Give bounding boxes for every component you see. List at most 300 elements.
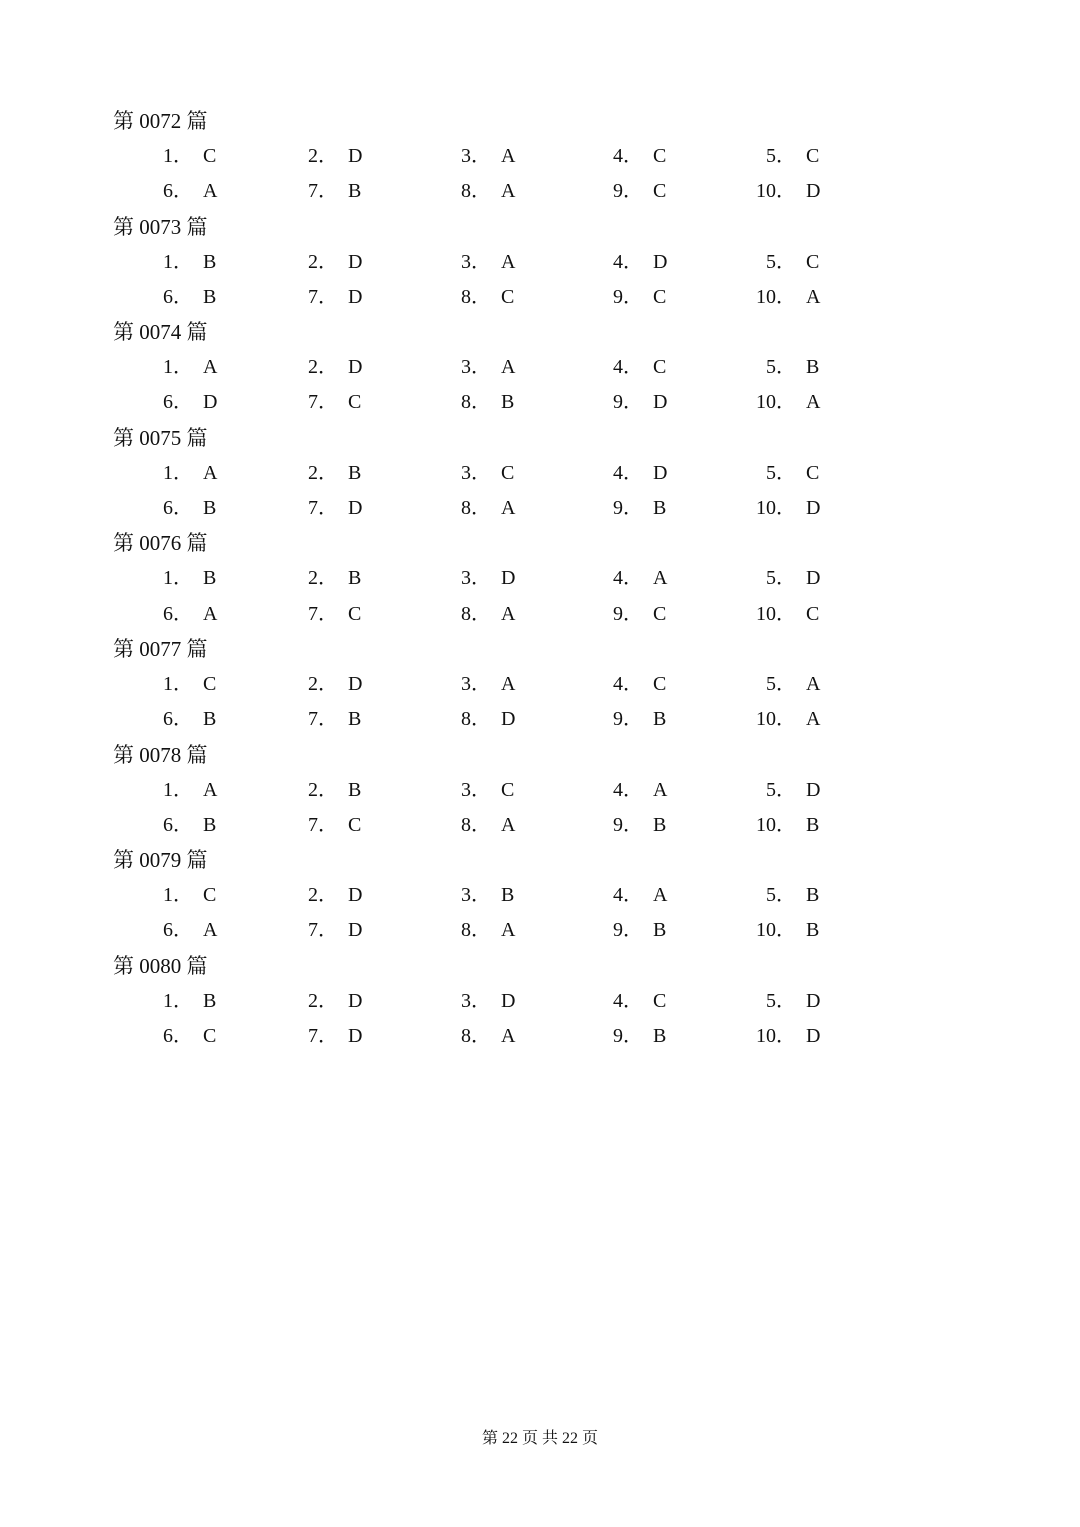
answer-item xyxy=(133,597,217,632)
answer-item xyxy=(133,385,217,420)
answer-item xyxy=(133,456,217,491)
answer-item xyxy=(133,139,216,174)
answer-item xyxy=(431,139,515,174)
answer-item xyxy=(736,984,820,1019)
question-number: 9． xyxy=(613,180,643,203)
answer-item xyxy=(583,245,667,280)
answer-item xyxy=(278,174,361,209)
answer-letter: D xyxy=(348,497,363,520)
question-number: 3． xyxy=(461,989,491,1012)
answer-letter: B xyxy=(348,708,362,731)
answer-letter: B xyxy=(653,708,667,731)
answer-letter: C xyxy=(348,602,362,625)
answer-item xyxy=(278,350,362,385)
answer-item xyxy=(583,456,667,491)
answer-letter: D xyxy=(501,989,516,1012)
question-number: 5． xyxy=(766,567,796,590)
answer-row xyxy=(0,667,1080,702)
section-heading: 第 0076 篇 xyxy=(113,531,208,556)
answer-letter: B xyxy=(806,356,820,379)
answer-section xyxy=(0,315,1080,421)
answer-item xyxy=(583,491,666,526)
answer-letter: A xyxy=(806,285,821,308)
answer-letter: B xyxy=(203,285,217,308)
question-number: 8． xyxy=(461,1025,491,1048)
answer-letter: A xyxy=(501,919,516,942)
answer-item xyxy=(583,878,667,913)
answer-item xyxy=(133,808,216,843)
question-number: 10． xyxy=(756,708,796,731)
answer-item xyxy=(278,385,361,420)
answer-section xyxy=(0,949,1080,1055)
answer-row xyxy=(0,385,1080,420)
answer-item xyxy=(431,174,515,209)
question-number: 6． xyxy=(163,391,193,414)
answer-letter: B xyxy=(653,497,667,520)
question-number: 3． xyxy=(461,672,491,695)
question-number: 10． xyxy=(756,813,796,836)
answer-letter: C xyxy=(203,884,217,907)
answer-item xyxy=(736,1019,820,1054)
question-number: 8． xyxy=(461,180,491,203)
question-number: 10． xyxy=(756,180,796,203)
answer-item xyxy=(583,808,666,843)
answer-letter: B xyxy=(501,884,515,907)
question-number: 4． xyxy=(613,145,643,167)
question-number: 1． xyxy=(163,778,193,801)
answer-letter: D xyxy=(806,778,821,801)
answer-letter: D xyxy=(348,919,363,942)
answer-section xyxy=(0,843,1080,949)
answer-section xyxy=(0,526,1080,632)
answer-item xyxy=(278,667,362,702)
question-number: 9． xyxy=(613,391,643,414)
answer-item xyxy=(736,385,820,420)
answer-item xyxy=(431,808,515,843)
answer-letter: A xyxy=(501,497,516,520)
answer-letter: A xyxy=(203,180,218,203)
page-footer: 第 22 页 共 22 页 xyxy=(481,1430,598,1447)
answer-item xyxy=(431,280,514,315)
answer-letter: B xyxy=(348,567,362,590)
answer-row xyxy=(0,245,1080,280)
question-number: 7． xyxy=(308,813,338,836)
section-heading: 第 0078 篇 xyxy=(113,742,208,767)
answer-letter: C xyxy=(203,672,217,695)
answer-item xyxy=(736,456,819,491)
answer-item xyxy=(133,280,216,315)
question-number: 6． xyxy=(163,708,193,731)
answer-section xyxy=(0,738,1080,844)
answer-item xyxy=(278,245,362,280)
question-number: 1． xyxy=(163,567,193,590)
question-number: 8． xyxy=(461,391,491,414)
answer-item xyxy=(278,1019,362,1054)
answer-letter: D xyxy=(653,391,668,414)
answer-item xyxy=(431,913,515,948)
answer-item xyxy=(133,561,216,596)
answer-letter: C xyxy=(653,672,667,695)
question-number: 4． xyxy=(613,884,643,907)
question-number: 1． xyxy=(163,672,193,695)
answer-letter: C xyxy=(203,1025,217,1048)
question-number: 10． xyxy=(756,497,796,520)
answer-letter: A xyxy=(203,919,218,942)
answer-letter: D xyxy=(203,391,218,414)
question-number: 9． xyxy=(613,813,643,836)
answer-letter: A xyxy=(806,391,821,414)
answer-letter: B xyxy=(203,813,217,836)
question-number: 4． xyxy=(613,672,643,695)
question-number: 8． xyxy=(461,919,491,942)
question-number: 2． xyxy=(308,778,338,801)
answer-letter: D xyxy=(348,145,363,167)
answer-item xyxy=(278,456,361,491)
answer-item xyxy=(736,491,820,526)
answer-letter: B xyxy=(203,989,217,1012)
answer-item xyxy=(133,702,216,737)
answer-item xyxy=(278,491,362,526)
question-number: 1． xyxy=(163,145,193,167)
answer-item xyxy=(133,667,216,702)
question-number: 10． xyxy=(756,1025,796,1048)
question-number: 4． xyxy=(613,461,643,484)
answer-letter: C xyxy=(348,391,362,414)
question-number: 6． xyxy=(163,180,193,203)
answer-row xyxy=(0,913,1080,948)
question-number: 2． xyxy=(308,356,338,379)
answer-letter: D xyxy=(501,567,516,590)
question-number: 2． xyxy=(308,461,338,484)
question-number: 8． xyxy=(461,497,491,520)
answer-item xyxy=(278,702,361,737)
section-heading: 第 0077 篇 xyxy=(113,636,208,661)
question-number: 9． xyxy=(613,285,643,308)
answer-letter: B xyxy=(806,884,820,907)
question-number: 3． xyxy=(461,250,491,273)
question-number: 5． xyxy=(766,989,796,1012)
answer-letter: C xyxy=(348,813,362,836)
answer-row xyxy=(0,456,1080,491)
answer-letter: C xyxy=(806,250,820,273)
answer-item xyxy=(736,350,819,385)
question-number: 6． xyxy=(163,285,193,308)
question-number: 3． xyxy=(461,567,491,590)
question-number: 5． xyxy=(766,145,796,167)
section-heading: 第 0073 篇 xyxy=(113,214,208,239)
answer-item xyxy=(736,667,820,702)
question-number: 3． xyxy=(461,356,491,379)
question-number: 8． xyxy=(461,602,491,625)
answer-row xyxy=(0,350,1080,385)
answer-item xyxy=(736,245,819,280)
answer-item xyxy=(133,174,217,209)
answer-letter: B xyxy=(203,708,217,731)
answer-letter: B xyxy=(653,813,667,836)
question-number: 6． xyxy=(163,1025,193,1048)
question-number: 7． xyxy=(308,1025,338,1048)
answer-item xyxy=(431,597,515,632)
answer-row xyxy=(0,702,1080,737)
answer-item xyxy=(736,280,820,315)
answer-item xyxy=(736,139,819,174)
question-number: 6． xyxy=(163,919,193,942)
question-number: 7． xyxy=(308,708,338,731)
question-number: 2． xyxy=(308,567,338,590)
question-number: 7． xyxy=(308,180,338,203)
answer-letter: A xyxy=(501,672,516,695)
answer-letter: A xyxy=(501,250,516,273)
answer-letter: C xyxy=(653,989,667,1012)
answer-item xyxy=(583,984,666,1019)
answer-letter: D xyxy=(806,989,821,1012)
answer-letter: A xyxy=(653,884,668,907)
answer-section xyxy=(0,210,1080,316)
section-heading: 第 0072 篇 xyxy=(113,109,208,133)
question-number: 10． xyxy=(756,602,796,625)
answer-item xyxy=(583,174,666,209)
question-number: 2． xyxy=(308,250,338,273)
answer-item xyxy=(133,1019,216,1054)
answer-letter: A xyxy=(501,813,516,836)
answer-row xyxy=(0,174,1080,209)
answer-letter: A xyxy=(501,356,516,379)
answer-letter: A xyxy=(806,708,821,731)
question-number: 9． xyxy=(613,497,643,520)
answer-letter: D xyxy=(806,1025,821,1048)
answer-letter: C xyxy=(203,145,217,167)
answer-row xyxy=(0,808,1080,843)
question-number: 5． xyxy=(766,778,796,801)
answer-letter: A xyxy=(203,461,218,484)
question-number: 6． xyxy=(163,497,193,520)
answer-letter: D xyxy=(348,672,363,695)
answer-row xyxy=(0,561,1080,596)
answer-item xyxy=(583,702,666,737)
answer-letter: B xyxy=(653,919,667,942)
answer-letter: B xyxy=(203,567,217,590)
question-number: 9． xyxy=(613,708,643,731)
question-number: 3． xyxy=(461,778,491,801)
answer-row xyxy=(0,878,1080,913)
answer-item xyxy=(736,561,820,596)
answer-item xyxy=(133,913,217,948)
answer-item xyxy=(736,878,819,913)
answer-item xyxy=(133,878,216,913)
answer-letter: D xyxy=(653,250,668,273)
answer-letter: B xyxy=(348,461,362,484)
answer-letter: A xyxy=(203,778,218,801)
answer-item xyxy=(583,350,666,385)
answer-row xyxy=(0,491,1080,526)
answer-item xyxy=(278,561,361,596)
answer-letter: C xyxy=(653,602,667,625)
answer-item xyxy=(278,913,362,948)
question-number: 5． xyxy=(766,250,796,273)
answer-letter: C xyxy=(806,602,820,625)
answer-item xyxy=(431,385,514,420)
question-number: 5． xyxy=(766,884,796,907)
question-number: 3． xyxy=(461,461,491,484)
answer-letter: A xyxy=(501,180,516,203)
answer-item xyxy=(431,773,514,808)
question-number: 2． xyxy=(308,145,338,167)
answer-letter: D xyxy=(348,285,363,308)
answer-letter: A xyxy=(203,602,218,625)
answer-letter: C xyxy=(501,461,515,484)
question-number: 9． xyxy=(613,602,643,625)
answer-item xyxy=(736,808,819,843)
answer-item xyxy=(583,597,666,632)
question-number: 3． xyxy=(461,145,491,167)
answer-letter: B xyxy=(501,391,515,414)
answer-letter: B xyxy=(806,919,820,942)
answer-letter: A xyxy=(203,356,218,379)
question-number: 4． xyxy=(613,567,643,590)
question-number: 7． xyxy=(308,497,338,520)
answer-item xyxy=(133,245,216,280)
question-number: 5． xyxy=(766,672,796,695)
answer-section xyxy=(0,421,1080,527)
answer-letter: B xyxy=(203,497,217,520)
question-number: 1． xyxy=(163,989,193,1012)
answer-letter: B xyxy=(203,250,217,273)
answer-item xyxy=(583,139,666,174)
question-number: 4． xyxy=(613,778,643,801)
answer-item xyxy=(431,667,515,702)
answer-item xyxy=(583,773,667,808)
answer-letter: C xyxy=(501,285,515,308)
question-number: 6． xyxy=(163,602,193,625)
section-heading: 第 0079 篇 xyxy=(113,848,208,873)
question-number: 1． xyxy=(163,250,193,273)
answer-item xyxy=(278,139,362,174)
answer-item xyxy=(278,280,362,315)
answer-item xyxy=(431,456,514,491)
answer-letter: D xyxy=(348,356,363,379)
question-number: 2． xyxy=(308,989,338,1012)
answer-row xyxy=(0,984,1080,1019)
answer-letter: A xyxy=(653,567,668,590)
answer-letter: D xyxy=(501,708,516,731)
question-number: 4． xyxy=(613,356,643,379)
answer-letter: C xyxy=(806,145,820,167)
question-number: 4． xyxy=(613,989,643,1012)
answer-letter: A xyxy=(501,602,516,625)
answer-letter: D xyxy=(348,250,363,273)
question-number: 5． xyxy=(766,356,796,379)
question-number: 9． xyxy=(613,919,643,942)
question-number: 2． xyxy=(308,884,338,907)
answer-item xyxy=(431,702,515,737)
question-number: 10． xyxy=(756,285,796,308)
answer-letter: C xyxy=(501,778,515,801)
answer-letter: B xyxy=(806,813,820,836)
answer-item xyxy=(431,561,515,596)
answer-item xyxy=(736,174,820,209)
question-number: 3． xyxy=(461,884,491,907)
answer-item xyxy=(133,773,217,808)
answer-item xyxy=(736,702,820,737)
answer-letter: C xyxy=(653,285,667,308)
answer-letter: C xyxy=(653,145,667,167)
answer-item xyxy=(133,350,217,385)
answer-item xyxy=(431,878,514,913)
question-number: 6． xyxy=(163,813,193,836)
question-number: 1． xyxy=(163,461,193,484)
section-heading: 第 0074 篇 xyxy=(113,320,208,345)
question-number: 7． xyxy=(308,285,338,308)
section-heading: 第 0080 篇 xyxy=(113,953,208,978)
question-number: 9． xyxy=(613,1025,643,1048)
answer-letter: D xyxy=(806,180,821,203)
answer-letter: D xyxy=(348,989,363,1012)
question-number: 10． xyxy=(756,391,796,414)
answer-row xyxy=(0,280,1080,315)
answer-section xyxy=(0,104,1080,210)
answer-letter: D xyxy=(806,497,821,520)
answer-item xyxy=(278,984,362,1019)
answer-section xyxy=(0,632,1080,738)
answer-item xyxy=(736,597,819,632)
answer-letter: C xyxy=(653,356,667,379)
question-number: 8． xyxy=(461,813,491,836)
answer-item xyxy=(583,667,666,702)
answer-item xyxy=(133,491,216,526)
question-number: 5． xyxy=(766,461,796,484)
answer-item xyxy=(431,245,515,280)
answer-item xyxy=(583,1019,666,1054)
answer-row xyxy=(0,597,1080,632)
question-number: 8． xyxy=(461,708,491,731)
answer-item xyxy=(278,808,361,843)
answer-letter: A xyxy=(806,672,821,695)
answer-row xyxy=(0,139,1080,174)
answer-letter: D xyxy=(348,884,363,907)
answer-item xyxy=(583,385,667,420)
answer-letter: B xyxy=(348,778,362,801)
answer-row xyxy=(0,773,1080,808)
answer-item xyxy=(278,773,361,808)
question-number: 7． xyxy=(308,919,338,942)
question-number: 1． xyxy=(163,356,193,379)
answer-item xyxy=(736,913,819,948)
answer-letter: A xyxy=(501,145,516,167)
answer-item xyxy=(431,1019,515,1054)
answer-letter: D xyxy=(653,461,668,484)
answer-letter: D xyxy=(806,567,821,590)
answer-letter: C xyxy=(806,461,820,484)
question-number: 8． xyxy=(461,285,491,308)
question-number: 1． xyxy=(163,884,193,907)
answer-letter: C xyxy=(653,180,667,203)
answer-letter: D xyxy=(348,1025,363,1048)
question-number: 7． xyxy=(308,602,338,625)
answer-letter: A xyxy=(653,778,668,801)
answer-item xyxy=(583,913,666,948)
answer-letter: B xyxy=(348,180,362,203)
answer-item xyxy=(431,984,515,1019)
answer-letter: B xyxy=(653,1025,667,1048)
answer-key-document xyxy=(0,104,1080,1054)
answer-item xyxy=(431,491,515,526)
answer-item xyxy=(133,984,216,1019)
section-heading: 第 0075 篇 xyxy=(113,425,208,450)
answer-item xyxy=(431,350,515,385)
answer-item xyxy=(278,597,361,632)
answer-item xyxy=(583,561,667,596)
answer-row xyxy=(0,1019,1080,1054)
